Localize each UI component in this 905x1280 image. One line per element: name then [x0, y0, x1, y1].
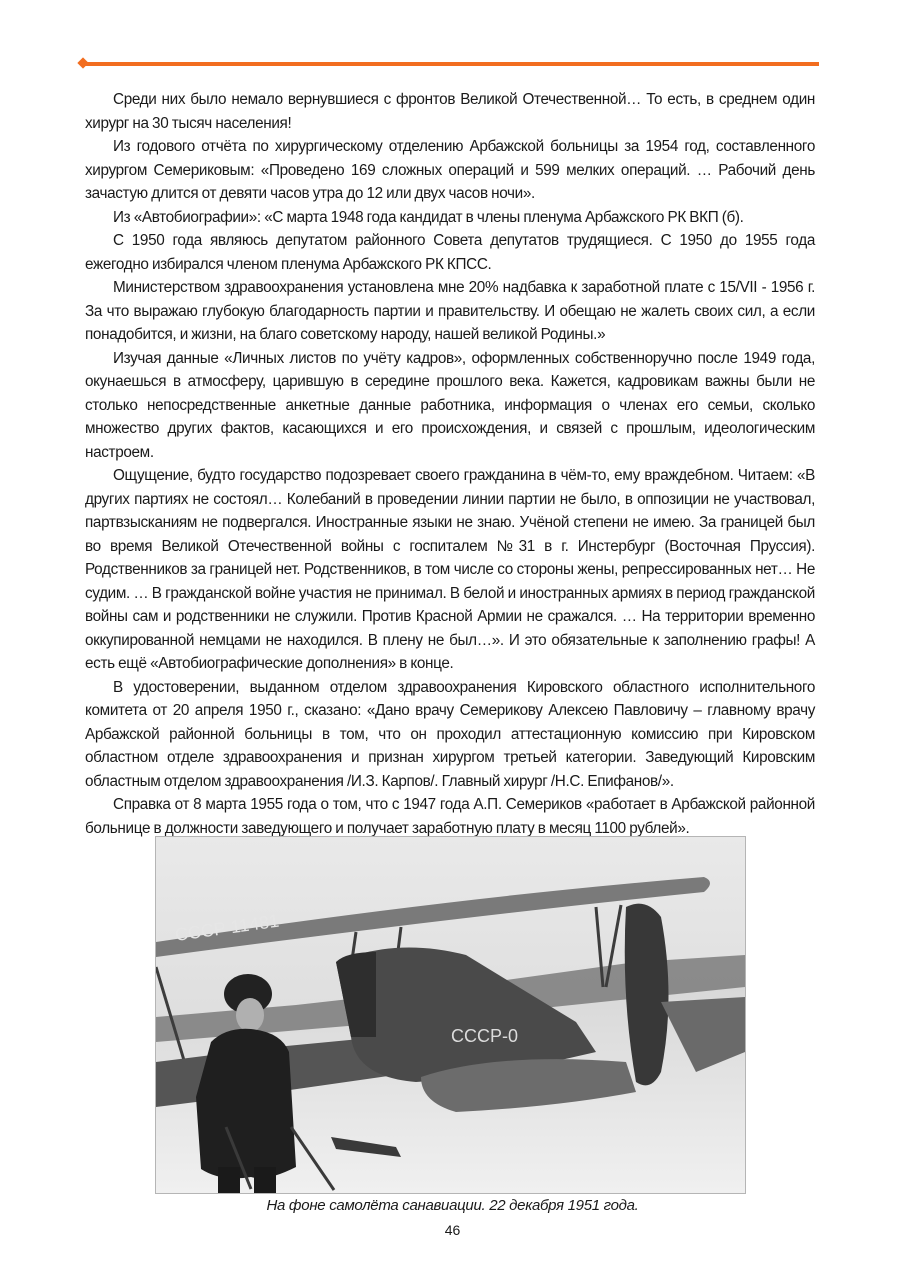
paragraph: В удостоверении, выданном отделом здравоохранения Кировского областного исполнительного комитета от 20 апреля 1950 г., сказано: «Дано врачу Семерикову Алексею Павловичу – главному врачу Арбажской районной больницы в том, что он проходил аттестационную комиссию при Кировском областном отделе здравоохранения и признан хирургом третьей категории. Заведующий Кировским областным отделом здравоохранения /И.З. Карпов/. Главный хирург /Н.С. Епифанов/». — [85, 678, 815, 790]
photo-caption: На фоне самолёта санавиации. 22 декабря 1951 года. — [266, 1197, 639, 1214]
photo-biplane — [155, 836, 746, 1194]
paragraph: Ощущение, будто государство подозревает своего гражданина в чём-то, ему враждебном. Читаем: «В других партиях не состоял… Колебаний в проведении линии партии не было, в оппозиции не участвовал, партвзысканиям не подвергался. Иностранные языки не знаю. Учёной степени не имею. За границей был во время Великой Отечественной войны с госпиталем №31 в г. Инстербург (Восточная Пруссия). Родственников за границей нет. Родственников, в том числе со стороны жены, репрессированных нет… Не судим. … В гражданской войне участия не принимал. В белой и иностранных армиях в период гражданской войны сам и родственники не служили. Против Красной Армии не сражался. … На территории временно оккупированной немцами не находился. В плену не был…». И это обязательные к заполнению графы! А есть ещё «Автобиографические дополнения» в конце. — [85, 467, 815, 672]
paragraph: Из годового отчёта по хирургическому отделению Арбажской больницы за 1954 год, составленного хирургом Семериковым: «Проведено 169 сложных операций и 599 мелких операций. … Рабочий день зачастую длится от девяти часов утра до 12 или двух часов ночи». — [85, 138, 815, 202]
page-number: 46 — [444, 1222, 461, 1238]
header-rule — [84, 62, 819, 66]
paragraph: Среди них было немало вернувшиеся с фронтов Великой Отечественной… То есть, в среднем один хирург на 30 тысяч населения! — [85, 91, 815, 132]
paragraph: Из «Автобиографии»: «С марта 1948 года кандидат в члены пленума Арбажского РК ВКП (б). — [113, 208, 744, 226]
paragraph: Министерством здравоохранения установлена мне 20% надбавка к заработной плате с 15/VII - 1956 г. За что выражаю глубокую благодарность партии и правительству. И обещаю не жалеть своих сил, а если понадобится, и жизни, на благо советскому народу, нашей великой Родины.» — [85, 279, 815, 343]
fuselage-marking: СССР-0 — [451, 1026, 519, 1046]
body-text — [85, 88, 815, 840]
paragraph: Справка от 8 марта 1955 года о том, что с 1947 года А.П. Семериков «работает в Арбажской районной больнице в должности заведующего и получает заработную плату в месяц 1100 рублей». — [85, 796, 815, 837]
wing-marking: СССР 11481 — [173, 910, 281, 945]
paragraph: Изучая данные «Личных листов по учёту кадров», оформленных собственноручно после 1949 года, окунаешься в атмосферу, царившую в середине прошлого века. Кажется, кадровикам важны были не столько непосредственные анкетные данные работника, информация о членах его семьи, сколько множество других фактов, касающихся и его происхождения, и связей с прошлым, идеологическим настроем. — [85, 349, 815, 461]
photo-illustration — [156, 837, 745, 1193]
paragraph: С 1950 года являюсь депутатом районного Совета депутатов трудящиеся. С 1950 до 1955 года ежегодно избирался членом пленума Арбажского РК КПСС. — [85, 232, 815, 273]
